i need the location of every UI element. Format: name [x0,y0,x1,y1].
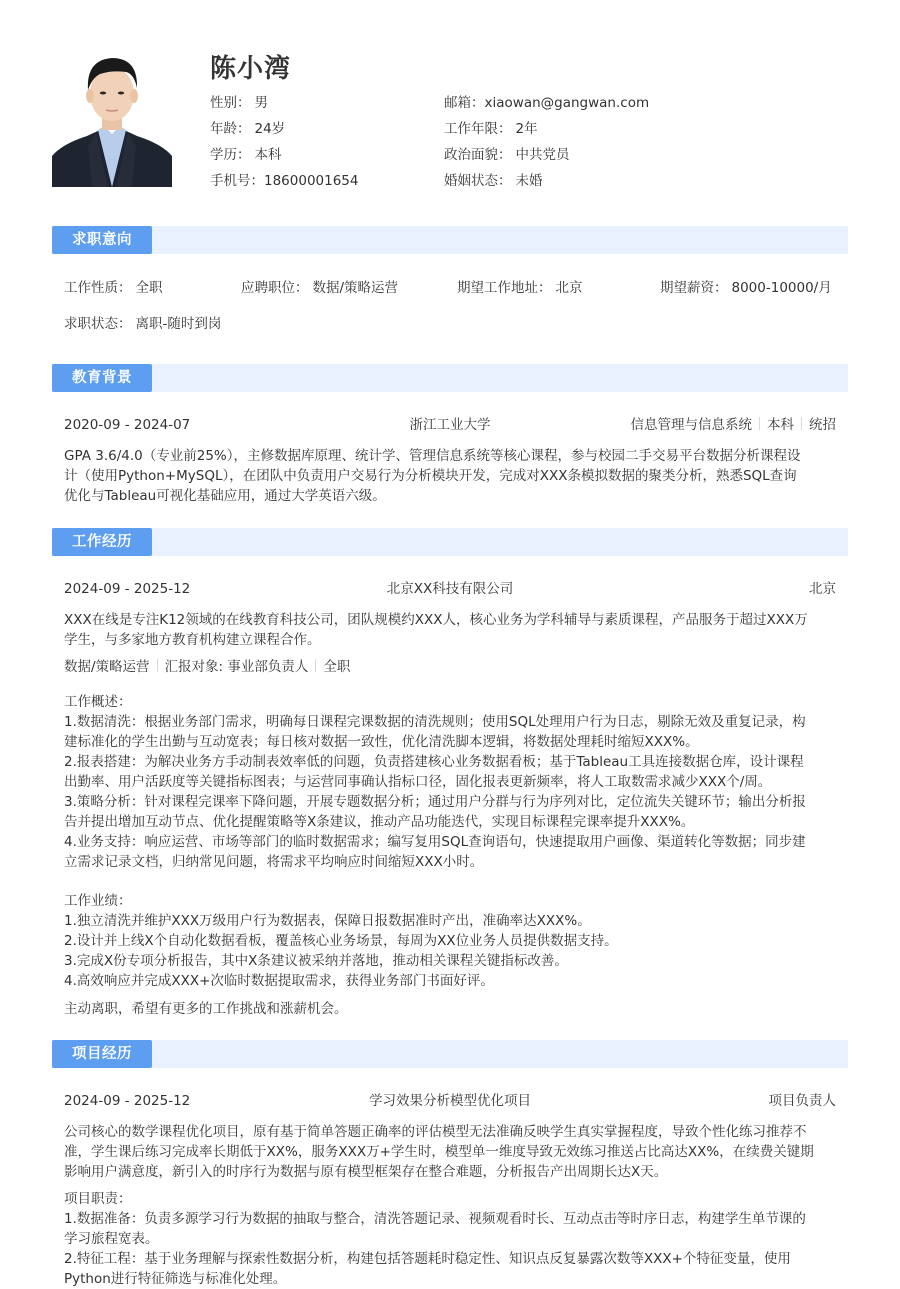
info-label: 年龄： [210,121,251,137]
text-line: 2.特征工程：基于业务理解与探索性数据分析，构建包括答题耗时稳定性、知识点反复暴露次数等XXX+个特征变量，使用 [64,1251,791,1267]
intention-value: 北京 [555,280,583,296]
text-line: 学生，与多家地方教育机构建立课程合作。 [64,632,321,648]
divider [801,417,802,430]
text-line: 2.设计并上线X个自动化数据看板，覆盖核心业务场景，每周为XX位业务人员提供数据支持。 [64,933,618,949]
info-label: 政治面貌： [444,147,512,163]
info-value: xiaowan@gangwan.com [484,95,650,111]
avatar-icon [52,46,172,187]
divider [759,417,760,430]
info-label: 婚姻状态： [444,173,512,189]
project-name: 学习效果分析模型优化项目 [369,1093,531,1109]
work-city: 北京 [809,581,836,597]
intention-value: 8000-10000/月 [731,280,832,296]
work-achievements [64,891,836,991]
info-marital [444,168,649,194]
work-overview-title: 工作概述： [64,694,132,710]
project-duties [64,1189,836,1289]
project-period: 2024-09 - 2025-12 [64,1093,191,1109]
education-row [64,415,836,435]
info-value: 本科 [254,147,282,163]
text-line: XXX在线是专注K12领域的在线教育科技公司，团队规模约XXX人，核心业务为学科辅导与素质课程，产品服务于超过XXX万 [64,612,808,628]
info-value: 男 [254,95,268,111]
education-type: 统招 [809,417,836,433]
info-label: 性别： [210,95,251,111]
work-tag: 数据/策略运营 [64,659,150,675]
intention-label: 期望工作地址： [457,280,552,296]
text-line: 影响用户满意度，新引入的时序行为数据与原有模型框架存在整合难题，分析报告产出周期长达X天。 [64,1164,668,1180]
info-value: 未婚 [515,173,543,189]
divider [157,659,158,672]
text-line: 计（使用Python+MySQL），在团队中负责用户交易行为分析模块开发，完成对XXX条模拟数据的聚类分析，熟悉SQL查询 [64,468,797,484]
info-education [210,142,358,168]
text-line: Python进行特征筛选与标准化处理。 [64,1271,287,1287]
info-label: 学历： [210,147,251,163]
project-duties-title: 项目职责： [64,1191,132,1207]
basic-info-right [444,90,649,194]
project-description [64,1122,836,1182]
section-title: 求职意向 [52,226,152,254]
text-line: 3.策略分析：针对课程完课率下降问题，开展专题数据分析；通过用户分群与行为序列对比，定位流失关键环节；输出分析报 [64,794,806,810]
project-role: 项目负责人 [768,1093,836,1109]
text-line: 学习旅程宽表。 [64,1231,159,1247]
text-line: 4.业务支持：响应运营、市场等部门的临时数据需求；编写复用SQL查询语句，快速提取用户画像、渠道转化等数据；同步建 [64,834,806,850]
text-line: 3.完成X份专项分析报告，其中X条建议被采纳并落地，推动相关课程关键指标改善。 [64,953,568,969]
intention-salary [660,278,832,298]
intention-location [457,278,583,298]
text-line: 建标准化的学生出勤与互动宽表；每日核对数据一致性，优化清洗脚本逻辑，将数据处理耗时缩短XXX%。 [64,734,699,750]
text-line: 1.数据准备：负责多源学习行为数据的抽取与整合，清洗答题记录、视频观看时长、互动点击等时序日志，构建学生单节课的 [64,1211,806,1227]
divider [315,659,316,672]
education-degree: 本科 [767,417,794,433]
text-line: 优化与Tableau可视化基础应用，通过大学英语六级。 [64,488,386,504]
info-value: 2年 [515,121,538,137]
work-period: 2024-09 - 2025-12 [64,581,191,597]
intention-value: 数据/策略运营 [312,280,399,296]
education-major: 信息管理与信息系统 [630,417,752,433]
info-label: 邮箱： [444,95,485,111]
info-gender [210,90,358,116]
work-overview [64,692,836,872]
text-line: 2.报表搭建：为解决业务方手动制表效率低的问题，负责搭建核心业务数据看板；基于Tableau工具连接数据仓库，设计课程 [64,754,804,770]
info-age [210,116,358,142]
info-value: 中共党员 [515,147,570,163]
section-title: 工作经历 [52,528,152,556]
intention-label: 工作性质： [64,280,132,296]
profile-photo [52,46,172,187]
section-header-intention [52,226,848,254]
education-major-degree [631,415,837,435]
info-political [444,142,649,168]
work-leave-reason: 主动离职，希望有更多的工作挑战和涨薪机会。 [64,1001,348,1017]
intention-label: 期望薪资： [660,280,728,296]
work-tag: 全职 [323,659,351,675]
education-period: 2020-09 - 2024-07 [64,417,191,433]
project-row [64,1091,836,1111]
education-description [64,446,836,506]
intention-work-type [64,278,163,298]
work-intro [64,610,836,650]
section-title: 教育背景 [52,364,152,392]
text-line: 准，学生课后练习完成率长期低于XX%，服务XXX万+学生时，模型单一维度导致无效练习推送占比高达XX%，在续费关键期 [64,1144,814,1160]
info-label: 手机号： [210,173,264,189]
text-line: 告并提出增加互动节点、优化提醒策略等X条建议，推动产品功能迭代，实现目标课程完课率提升XXX%。 [64,814,695,830]
work-row [64,579,836,599]
basic-info-left [210,90,358,194]
text-line: GPA 3.6/4.0（专业前25%），主修数据库原理、统计学、管理信息系统等核心课程，参与校园二手交易平台数据分析课程设 [64,448,801,464]
work-company: 北京XX科技有限公司 [386,581,514,597]
text-line: 1.独立清洗并维护XXX万级用户行为数据表，保障日报数据准时产出，准确率达XXX%。 [64,913,591,929]
info-value: 24岁 [254,121,286,137]
intention-value: 离职-随时到岗 [135,316,222,332]
section-header-work [52,528,848,556]
education-school: 浙江工业大学 [409,417,491,433]
text-line: 4.高效响应并完成XXX+次临时数据提取需求，获得业务部门书面好评。 [64,973,494,989]
intention-value: 全职 [135,280,163,296]
intention-label: 求职状态： [64,316,132,332]
text-line: 出勤率、用户活跃度等关键指标图表；与运营同事确认指标口径，固化报表更新频率，将人工取数需求减少XXX个/周。 [64,774,772,790]
intention-position [241,278,398,298]
info-value: 18600001654 [264,173,359,189]
text-line: 立需求记录文档，归纳常见问题，将需求平均响应时间缩短XXX小时。 [64,854,484,870]
candidate-name: 陈小湾 [210,54,292,84]
text-line: 1.数据清洗：根据业务部门需求，明确每日课程完课数据的清洗规则；使用SQL处理用户行为日志，剔除无效及重复记录，构 [64,714,806,730]
text-line: 公司核心的数学课程优化项目，原有基于简单答题正确率的评估模型无法准确反映学生真实掌握程度，导致个性化练习推荐不 [64,1124,807,1140]
section-header-education [52,364,848,392]
section-title: 项目经历 [52,1040,152,1068]
info-work-years [444,116,649,142]
work-tag: 汇报对象: 事业部负责人 [164,659,309,675]
info-phone [210,168,358,194]
work-achievements-title: 工作业绩： [64,893,132,909]
intention-status [64,314,221,334]
info-email [444,90,649,116]
info-label: 工作年限： [444,121,512,137]
work-tags [64,657,350,677]
section-header-project [52,1040,848,1068]
intention-label: 应聘职位： [241,280,309,296]
